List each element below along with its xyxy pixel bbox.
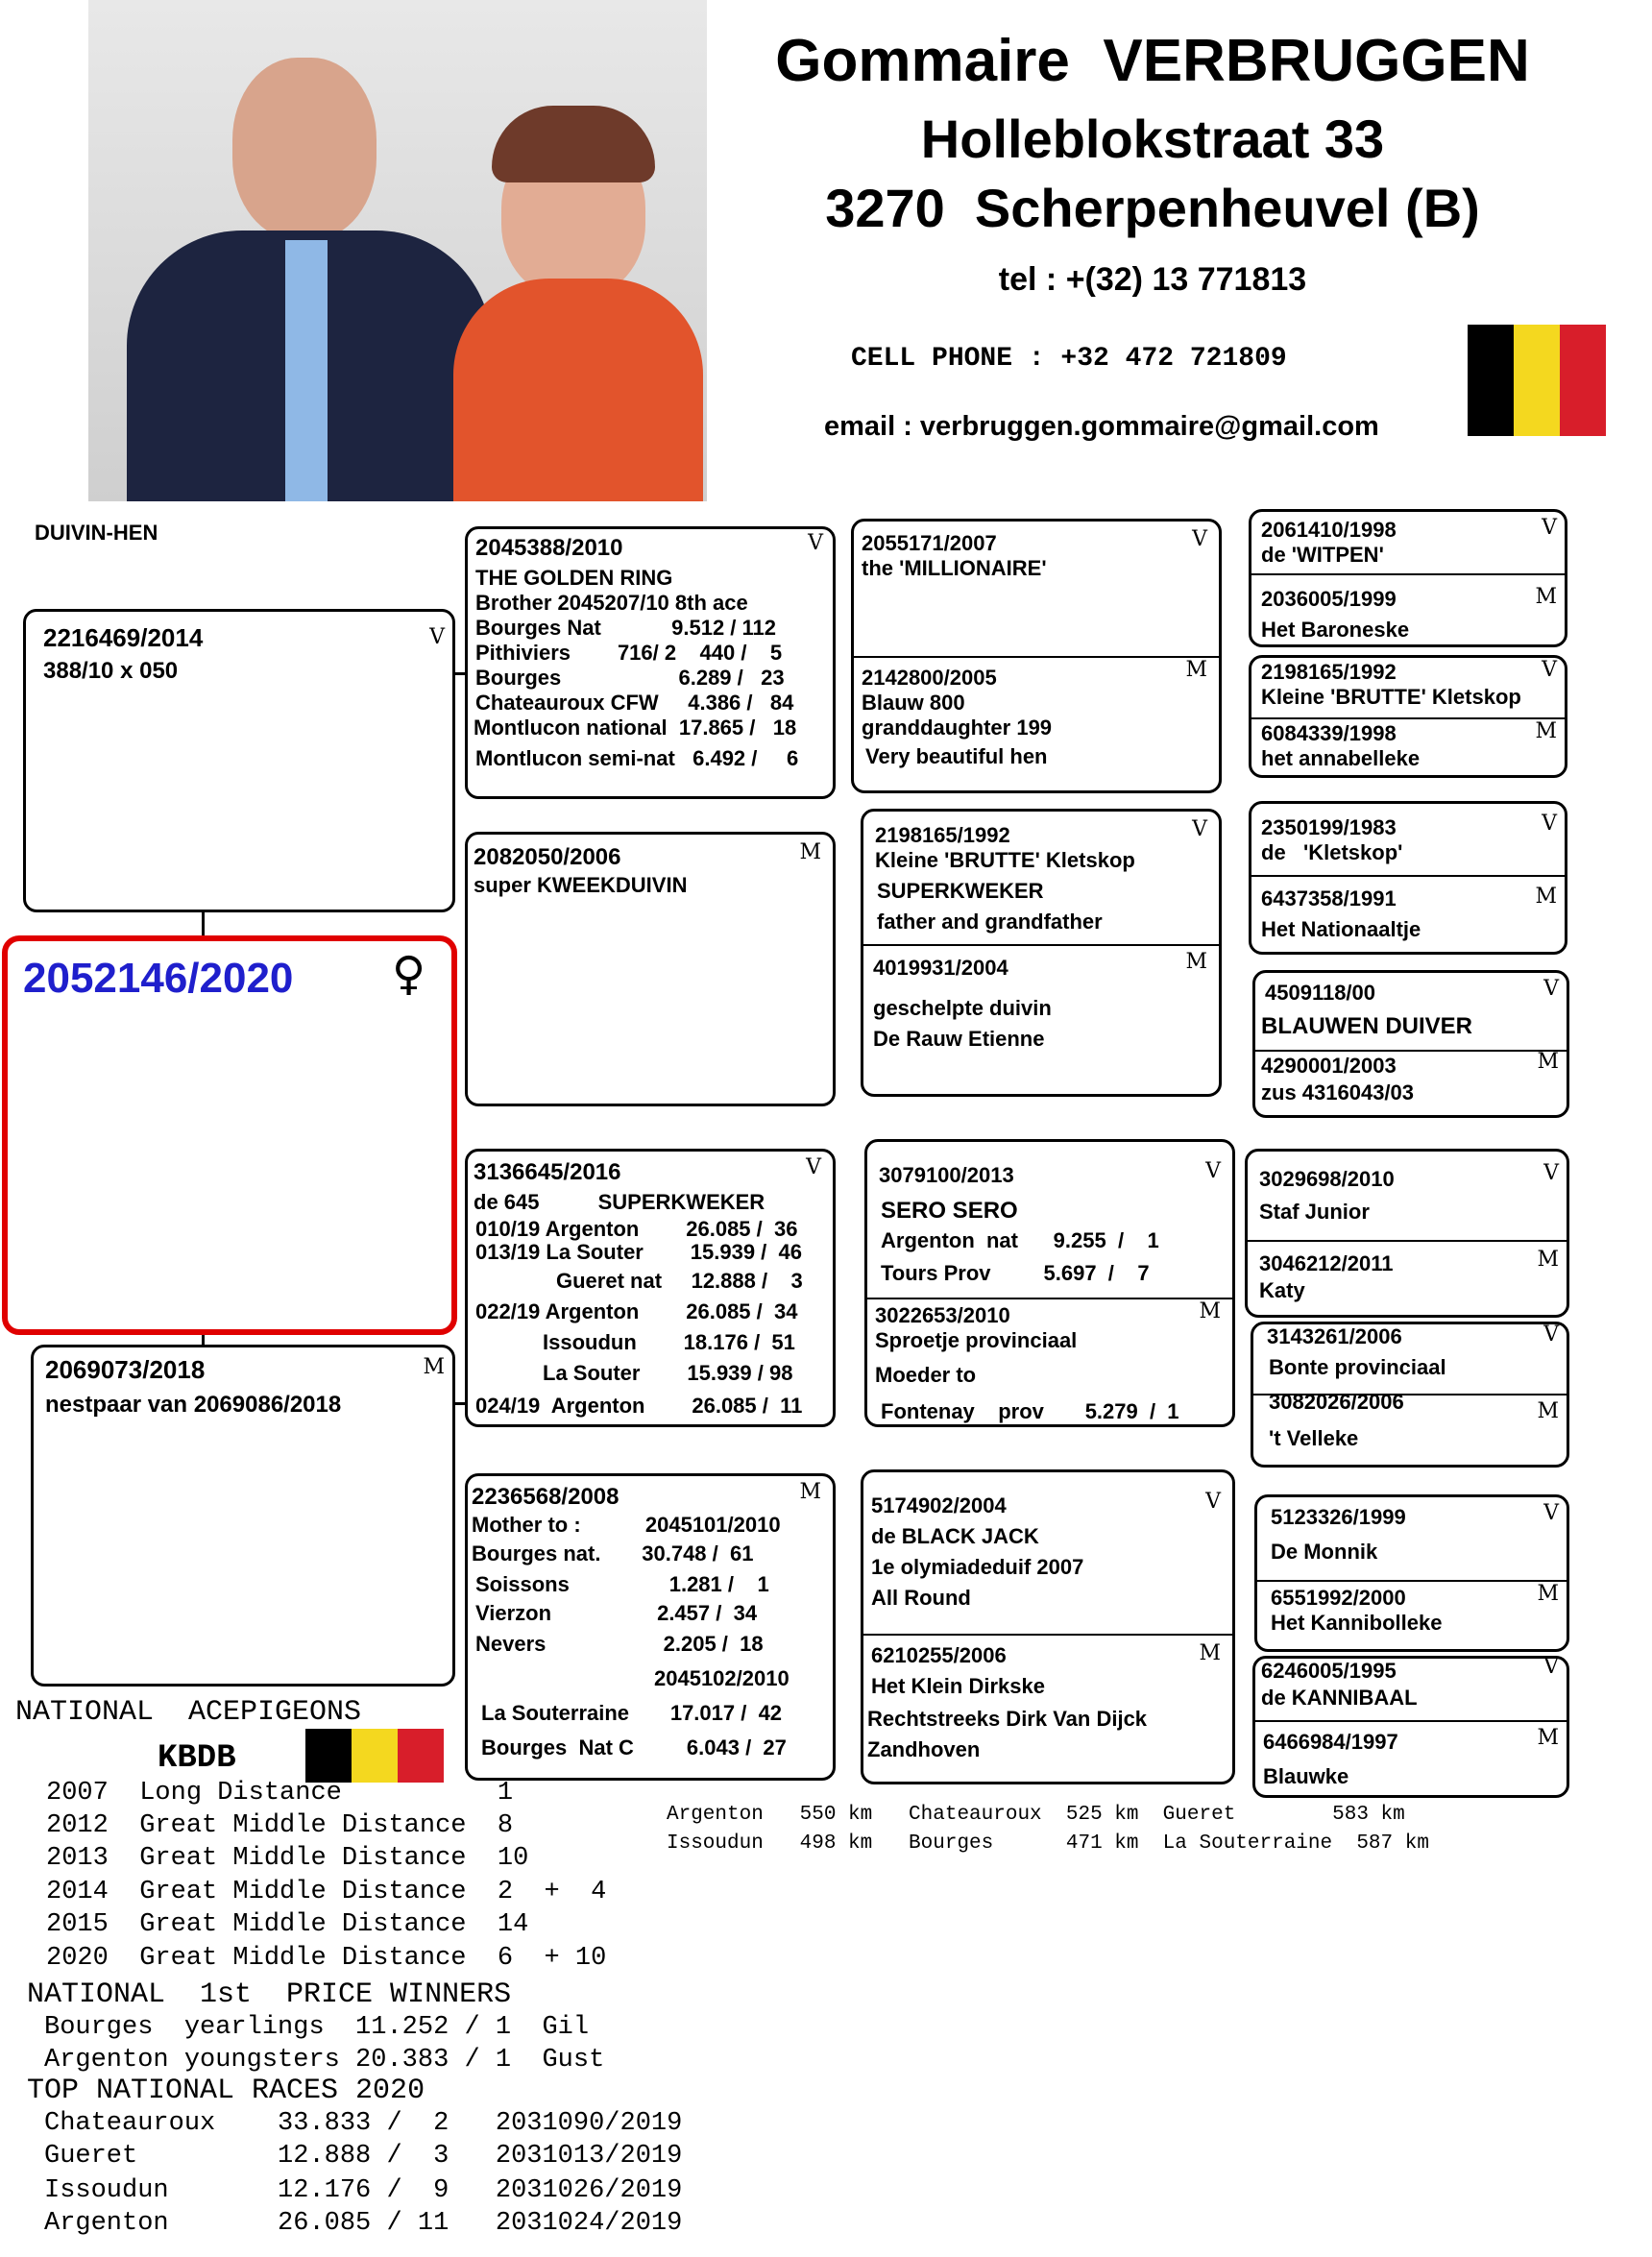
distances-row: Issoudun 498 km Bourges 471 km La Souterraine 587 km (667, 1832, 1429, 1855)
gggp-name: Kleine 'BRUTTE' Kletskop (1261, 685, 1521, 709)
mother-mark: M (423, 1355, 445, 1379)
gggp-mark: V (1543, 1501, 1559, 1525)
gggp-card (1251, 1322, 1569, 1468)
owner-tel: tel : +(32) 13 771813 (998, 261, 1307, 298)
gggp-mark: M (1535, 719, 1557, 743)
gp4-line: Soissons 1.281 / 1 (475, 1572, 769, 1596)
ggp-line: the 'MILLIONAIRE' (862, 556, 1047, 580)
ggp-line: geschelpte duivin (873, 996, 1052, 1020)
winners-row: Bourges yearlings 11.252 / 1 Gil (44, 2013, 590, 2042)
ggp-line: Kleine 'BRUTTE' Kletskop (875, 848, 1135, 872)
gp1-mark: V (808, 531, 823, 555)
ggp-ring: 4019931/2004 (873, 956, 1008, 980)
owner-email: email : verbruggen.gommaire@gmail.com (824, 411, 1379, 442)
gp1-line: Chateauroux CFW 4.386 / 84 (475, 691, 794, 715)
distances-row: Argenton 550 km Chateauroux 525 km Gueret 583 km (667, 1804, 1405, 1826)
gggp-name: de 'Kletskop' (1261, 840, 1403, 864)
ggp-line: De Rauw Etienne (873, 1027, 1045, 1051)
gggp-ring: 2198165/1992 (1261, 660, 1397, 684)
gggp-card (1249, 509, 1567, 647)
gp2-line: super KWEEKDUIVIN (474, 873, 688, 897)
gggp-name: Blauwke (1263, 1764, 1349, 1788)
ggp-line: 1e olymiadeduif 2007 (871, 1555, 1084, 1579)
gp4-line: Nevers 2.205 / 18 (475, 1632, 764, 1656)
gp4-ring: 2236568/2008 (472, 1484, 620, 1510)
female-icon: ♀ (392, 947, 426, 1001)
gp3-line: Gueret nat 12.888 / 3 (556, 1269, 803, 1293)
gp1-ring: 2045388/2010 (475, 535, 623, 561)
gggp-card (1252, 970, 1569, 1118)
gp3-line: de 645 SUPERKWEKER (474, 1190, 765, 1214)
gggp-ring: 5123326/1999 (1271, 1505, 1406, 1529)
ggp-line: granddaughter 199 (862, 716, 1053, 740)
ggp-mark: M (1199, 1299, 1221, 1323)
gggp-name: zus 4316043/03 (1261, 1080, 1415, 1104)
owner-photo (88, 0, 707, 501)
ace-row: 2015 Great Middle Distance 14 (46, 1910, 529, 1939)
gggp-name: Het Kannibolleke (1271, 1611, 1443, 1635)
ggp-ring: 2198165/1992 (875, 823, 1010, 847)
gggp-mark: M (1537, 1726, 1559, 1750)
father-card (23, 609, 455, 912)
ggp-card (861, 809, 1222, 1097)
gp1-line: Montlucon semi-nat 6.492 / 6 (475, 746, 799, 770)
man-figure (127, 38, 492, 501)
gggp-mark: V (1543, 1655, 1559, 1679)
gggp-mark: M (1537, 1050, 1559, 1074)
gggp-ring: 3046212/2011 (1259, 1251, 1394, 1275)
ggp-line: Sproetje provinciaal (875, 1328, 1078, 1352)
ggp-mark: V (1205, 1159, 1221, 1183)
ggp-card (864, 1139, 1235, 1427)
sex-label: DUIVIN-HEN (35, 521, 158, 545)
ggp-mark: V (1192, 527, 1207, 551)
owner-name: Gommaire VERBRUGGEN (775, 28, 1530, 94)
gggp-card (1254, 1494, 1569, 1652)
ace-row: 2007 Long Distance 1 (46, 1779, 514, 1808)
ace-title: NATIONAL ACEPIGEONS (15, 1696, 362, 1729)
gp4-line: Bourges nat. 30.748 / 61 (472, 1541, 754, 1565)
ggp-mark: V (1192, 817, 1207, 841)
gp4-line: Mother to : 2045101/2010 (472, 1513, 781, 1537)
gp4-card (465, 1473, 836, 1781)
ggp-line: Tours Prov 5.697 / 7 (881, 1261, 1150, 1285)
gp3-line: 013/19 La Souter 15.939 / 46 (475, 1240, 802, 1264)
gggp-mark: V (1543, 977, 1559, 1001)
gggp-card (1252, 1656, 1569, 1798)
ace-row: 2012 Great Middle Distance 8 (46, 1811, 514, 1840)
gggp-ring: 3082026/2006 (1269, 1390, 1404, 1414)
gggp-ring: 6246005/1995 (1261, 1659, 1397, 1683)
ggp-line: SUPERKWEKER (877, 879, 1044, 903)
gggp-ring: 2036005/1999 (1261, 587, 1397, 611)
top-row: Argenton 26.085 / 11 2031024/2019 (44, 2209, 683, 2238)
gp3-ring: 3136645/2016 (474, 1159, 621, 1185)
ggp-mark: M (1199, 1641, 1221, 1665)
gggp-ring: 3143261/2006 (1267, 1324, 1402, 1348)
gggp-name: Bonte provinciaal (1269, 1355, 1446, 1379)
gggp-name: Het Baroneske (1261, 618, 1410, 642)
owner-street: Holleblokstraat 33 (920, 109, 1385, 169)
gggp-name: de 'WITPEN' (1261, 543, 1384, 567)
gggp-ring: 2350199/1983 (1261, 815, 1397, 839)
gggp-ring: 6084339/1998 (1261, 721, 1397, 745)
woman-figure (453, 106, 707, 501)
top-row: Issoudun 12.176 / 9 2031026/2019 (44, 2176, 683, 2205)
gggp-ring: 6466984/1997 (1263, 1730, 1398, 1754)
father-line: 388/10 x 050 (43, 658, 179, 684)
ggp-line: Zandhoven (867, 1737, 981, 1761)
ggp-line: All Round (871, 1586, 971, 1610)
belgian-flag (1468, 325, 1606, 436)
gggp-mark: M (1537, 1399, 1559, 1423)
ace-row: 2020 Great Middle Distance 6 + 10 (46, 1944, 607, 1973)
gggp-mark: M (1537, 1248, 1559, 1272)
top-title: TOP NATIONAL RACES 2020 (27, 2075, 425, 2107)
ggp-line: Very beautiful hen (865, 744, 1048, 768)
gggp-ring: 4290001/2003 (1261, 1054, 1397, 1078)
ace-org: KBDB (158, 1740, 236, 1777)
ggp-ring: 5174902/2004 (871, 1493, 1007, 1517)
ggp-mark: V (1205, 1490, 1221, 1514)
gp1-line: Montlucon national 17.865 / 18 (474, 716, 797, 740)
mother-line: nestpaar van 2069086/2018 (45, 1392, 342, 1418)
gggp-ring: 2061410/1998 (1261, 518, 1397, 542)
gggp-ring: 4509118/00 (1265, 981, 1376, 1005)
mother-ring: 2069073/2018 (45, 1355, 206, 1384)
gggp-mark: V (1543, 1323, 1559, 1347)
gp1-line: Pithiviers 716/ 2 440 / 5 (475, 641, 783, 665)
top-row: Gueret 12.888 / 3 2031013/2019 (44, 2142, 683, 2171)
ggp-line: de BLACK JACK (871, 1524, 1039, 1548)
owner-city: 3270 Scherpenheuvel (B) (825, 178, 1480, 238)
gp3-line: 010/19 Argenton 26.085 / 36 (475, 1217, 798, 1241)
gp3-line: Issoudun 18.176 / 51 (543, 1330, 795, 1354)
gp4-mark: M (799, 1480, 821, 1504)
ggp-line: Moeder to (875, 1363, 977, 1387)
gggp-mark: V (1543, 1161, 1559, 1185)
gp4-line: Vierzon 2.457 / 34 (475, 1601, 758, 1625)
ace-row: 2014 Great Middle Distance 2 + 4 (46, 1878, 607, 1906)
owner-cell: CELL PHONE : +32 472 721809 (851, 344, 1287, 374)
gp4-line: La Souterraine 17.017 / 42 (481, 1701, 783, 1725)
gggp-card (1249, 801, 1567, 955)
ggp-ring: 3079100/2013 (879, 1163, 1014, 1187)
gggp-card (1245, 1149, 1569, 1318)
subject-ring: 2052146/2020 (23, 955, 294, 1002)
ggp-mark: M (1185, 658, 1207, 682)
gggp-ring: 6551992/2000 (1271, 1586, 1406, 1610)
gggp-name: De Monnik (1271, 1540, 1378, 1564)
gp2-card (465, 832, 836, 1106)
gp2-ring: 2082050/2006 (474, 844, 621, 870)
ggp-line: father and grandfather (877, 910, 1103, 934)
ggp-card (851, 519, 1222, 793)
gggp-name: Het Nationaaltje (1261, 917, 1421, 941)
gggp-name: Katy (1259, 1278, 1305, 1302)
gp1-line: Brother 2045207/10 8th ace (475, 591, 748, 615)
ggp-line: Blauw 800 (862, 691, 965, 715)
gp3-line: 022/19 Argenton 26.085 / 34 (475, 1299, 798, 1323)
ggp-line: Fontenay prov 5.279 / 1 (881, 1399, 1179, 1423)
gp2-mark: M (799, 840, 821, 864)
gggp-mark: V (1542, 516, 1557, 540)
gggp-name: 't Velleke (1269, 1426, 1359, 1450)
ggp-line: Argenton nat 9.255 / 1 (881, 1228, 1159, 1252)
father-mark: V (429, 625, 445, 649)
gggp-name: de KANNIBAAL (1261, 1686, 1418, 1710)
ggp-ring: 3022653/2010 (875, 1303, 1010, 1327)
subject-card (2, 935, 457, 1335)
gp3-line: La Souter 15.939 / 98 (543, 1361, 793, 1385)
top-row: Chateauroux 33.833 / 2 2031090/2019 (44, 2109, 683, 2138)
gp4-line: Bourges Nat C 6.043 / 27 (481, 1735, 787, 1759)
gp1-line: Bourges Nat 9.512 / 112 (475, 616, 777, 640)
belgian-flag (305, 1729, 444, 1783)
gp3-line: 024/19 Argenton 26.085 / 11 (475, 1394, 803, 1418)
ggp-line: Rechtstreeks Dirk Van Dijck (867, 1707, 1148, 1731)
ggp-line: Het Klein Dirkske (871, 1674, 1045, 1698)
gggp-ring: 3029698/2010 (1259, 1167, 1395, 1191)
mother-card (31, 1345, 455, 1687)
gp1-line: THE GOLDEN RING (475, 566, 673, 590)
gggp-name: Staf Junior (1259, 1200, 1370, 1224)
gggp-name: BLAUWEN DUIVER (1261, 1013, 1472, 1039)
gp1-line: Bourges 6.289 / 23 (475, 666, 785, 690)
ggp-card (861, 1469, 1235, 1784)
gggp-mark: M (1535, 885, 1557, 909)
father-ring: 2216469/2014 (43, 623, 204, 652)
gggp-mark: V (1542, 812, 1557, 836)
gggp-mark: V (1542, 658, 1557, 682)
ggp-mark: M (1185, 950, 1207, 974)
gggp-ring: 6437358/1991 (1261, 886, 1397, 910)
winners-title: NATIONAL 1st PRICE WINNERS (27, 1978, 512, 2011)
gggp-mark: M (1537, 1582, 1559, 1606)
ggp-ring: 2142800/2005 (862, 666, 997, 690)
ggp-ring: 2055171/2007 (862, 531, 997, 555)
gggp-card (1249, 655, 1567, 778)
ggp-ring: 6210255/2006 (871, 1643, 1007, 1667)
gp3-card (465, 1149, 836, 1427)
ggp-line: SERO SERO (881, 1198, 1018, 1224)
gggp-mark: M (1535, 585, 1557, 609)
gp4-line: 2045102/2010 (654, 1666, 790, 1690)
winners-row: Argenton youngsters 20.383 / 1 Gust (44, 2046, 605, 2075)
gggp-name: het annabelleke (1261, 746, 1421, 770)
gp3-mark: V (806, 1155, 821, 1179)
ace-row: 2013 Great Middle Distance 10 (46, 1844, 529, 1873)
gp1-card (465, 526, 836, 799)
